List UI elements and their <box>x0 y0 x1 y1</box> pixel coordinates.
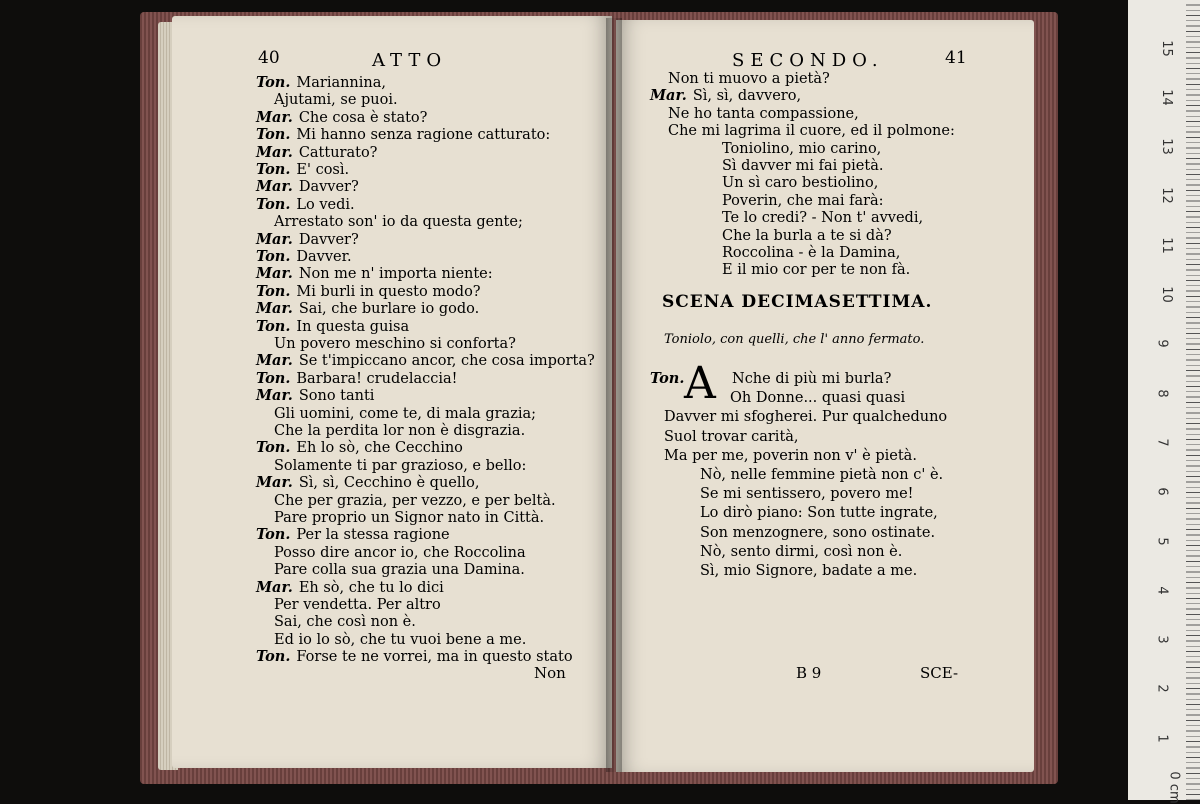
left-line <box>256 370 457 388</box>
verse-text: Sai, che così non è. <box>274 614 416 631</box>
left-line <box>274 213 523 231</box>
speaker-label: Mar. <box>256 352 293 370</box>
left-line <box>256 318 409 336</box>
left-line <box>274 492 556 510</box>
left-page-number: 40 <box>258 48 280 68</box>
speaker-label: Ton. <box>256 317 291 335</box>
left-line <box>256 300 479 318</box>
verse-text: Che la burla a te si dà? <box>722 227 892 244</box>
scene-title: SCENA DECIMASETTIMA. <box>662 292 933 312</box>
verse-text: Barbara! crudelaccia! <box>296 370 458 387</box>
verse-text: Che mi lagrima il cuore, ed il polmone: <box>668 123 955 140</box>
ruler-number: 15 <box>1158 39 1174 57</box>
verse-text: Davver mi sfogherei. Pur qualcheduno <box>664 409 948 426</box>
verse-text: Sì, sì, Cecchino è quello, <box>298 475 480 492</box>
verse-text: Roccolina - è la Damina, <box>722 245 901 261</box>
verse-text: Nò, sento dirmi, così non è. <box>700 543 903 560</box>
verse-text: Ed io lo sò, che tu vuoi bene a me. <box>274 631 527 648</box>
verse-text: Son menzognere, sono ostinate. <box>700 524 936 541</box>
dropcap-letter: A <box>684 358 716 409</box>
verse-text: Sono tanti <box>298 388 375 405</box>
verse-text: Arrestato son' io da questa gente; <box>274 214 523 231</box>
left-line <box>256 352 595 370</box>
verse-text: Un sì caro bestiolino, <box>722 175 879 192</box>
right-top-line <box>722 174 878 192</box>
verse-text: Forse te ne vorrei, ma in questo stato <box>296 649 573 666</box>
speaker-label: Ton. <box>256 195 291 213</box>
left-line <box>256 126 550 144</box>
speaker-label: Mar. <box>256 578 293 596</box>
verse-text: Mariannina, <box>296 75 387 91</box>
verse-text: Ajutami, se puoi. <box>274 92 398 109</box>
speaker-label: Mar. <box>650 87 687 105</box>
speaker-label: Ton. <box>650 370 685 387</box>
ruler-number: 1 <box>1154 734 1170 743</box>
ruler-number: 5 <box>1154 536 1170 546</box>
verse-text: Te lo credi? - Non t' avvedi, <box>722 210 924 227</box>
verse-text: Oh Donne... quasi quasi <box>730 390 906 407</box>
ruler-number: 6 <box>1154 487 1170 496</box>
verse-text: Pare colla sua grazia una Damina. <box>274 562 525 579</box>
verse-text: Mi burli in questo modo? <box>296 283 481 300</box>
right-top-line <box>668 122 955 140</box>
speaker-label: Mar. <box>256 178 293 196</box>
ruler-number: 10 <box>1158 286 1174 303</box>
verse-text: Lo dirò piano: Son tutte ingrate, <box>700 505 938 522</box>
verse-text: Per vendetta. Per altro <box>274 597 441 613</box>
ruler-number: 13 <box>1158 138 1174 155</box>
ruler-number: 14 <box>1158 89 1174 106</box>
right-bottom-line <box>730 389 905 407</box>
verse-text: Davver? <box>298 231 359 248</box>
verse-text: E il mio cor per te non fà. <box>722 262 911 279</box>
left-line <box>256 526 450 544</box>
verse-text: Ma per me, poverin non v' è pietà. <box>664 447 917 464</box>
right-bottom-line <box>700 562 917 580</box>
verse-text: Se t'impiccano ancor, che cosa importa? <box>298 353 595 370</box>
left-line <box>256 579 444 597</box>
left-line <box>274 335 516 353</box>
left-line <box>256 161 349 179</box>
speaker-label: Ton. <box>256 282 291 300</box>
speaker-label: Ton. <box>256 161 291 178</box>
speaker-label: Mar. <box>256 230 293 248</box>
left-line <box>274 509 544 527</box>
right-page-number: 41 <box>945 48 967 68</box>
left-line <box>256 283 481 301</box>
verse-text: Se mi sentissero, povero me! <box>700 486 914 503</box>
verse-text: Sì, sì, davvero, <box>692 88 802 105</box>
stage-direction: Toniolo, con quelli, che l' anno fermato. <box>664 332 925 347</box>
right-bottom-line <box>700 524 935 542</box>
right-top-line <box>650 87 801 105</box>
right-bottom-line <box>700 485 914 503</box>
right-top-line <box>668 105 859 123</box>
verse-text: Posso dire ancor io, che Roccolina <box>274 544 526 561</box>
right-top-line <box>668 70 830 88</box>
verse-text: Mi hanno senza ragione catturato: <box>296 127 551 144</box>
left-line <box>274 631 526 649</box>
right-bottom-line <box>700 466 943 484</box>
right-bottom-line <box>700 543 902 561</box>
verse-text: Eh sò, che tu lo dici <box>298 579 444 596</box>
ruler-number: 12 <box>1158 187 1174 205</box>
verse-text: Un povero meschino si conforta? <box>274 336 516 352</box>
left-line <box>256 474 479 492</box>
ruler-number: 11 <box>1158 236 1174 254</box>
ruler-number: 0 cm <box>1166 771 1182 804</box>
verse-text: Eh lo sò, che Cecchino <box>296 440 463 457</box>
verse-text: Non me n' importa niente: <box>298 266 493 283</box>
speaker-label: Mar. <box>256 265 293 283</box>
speaker-label: Ton. <box>256 526 291 544</box>
left-line <box>256 265 493 283</box>
right-bottom-line <box>664 447 917 465</box>
ruler-number: 2 <box>1154 684 1170 694</box>
verse-text: Gli uomini, come te, di mala grazia; <box>274 405 537 422</box>
ruler-number: 9 <box>1154 339 1170 348</box>
left-catchword: Non <box>534 664 566 682</box>
verse-text: Nche di più mi burla? <box>732 371 892 387</box>
left-line <box>274 544 526 562</box>
verse-text: Che per grazia, per vezzo, e per beltà. <box>274 492 556 509</box>
verse-text: Ne ho tanta compassione, <box>668 105 859 122</box>
measurement-ruler <box>1128 0 1200 804</box>
right-top-line <box>722 140 881 158</box>
right-bottom-line <box>664 408 947 426</box>
right-top-line <box>722 209 923 227</box>
right-bottom-line <box>664 428 799 446</box>
speaker-label: Mar. <box>256 387 293 405</box>
left-line <box>256 144 377 162</box>
left-line <box>256 178 359 196</box>
left-line <box>274 91 398 109</box>
ruler-number: 8 <box>1154 388 1170 398</box>
right-top-line <box>722 227 892 245</box>
left-line <box>256 109 427 127</box>
left-line <box>274 613 416 631</box>
book-gutter <box>606 18 622 772</box>
left-line <box>256 439 463 457</box>
verse-text: Lo vedi. <box>296 196 355 213</box>
right-top-line <box>722 192 884 210</box>
left-line <box>256 648 573 666</box>
left-running-header: ATTO <box>372 50 448 71</box>
left-line <box>274 422 525 440</box>
verse-text: Non ti muovo a pietà? <box>668 71 830 87</box>
speaker-label: Ton. <box>256 74 291 91</box>
left-line <box>274 457 526 475</box>
verse-text: Poverin, che mai farà: <box>722 192 884 209</box>
speaker-label: Ton. <box>256 248 291 265</box>
left-line <box>256 387 374 405</box>
speaker-label: Ton. <box>256 439 291 457</box>
verse-text: Davver? <box>298 179 359 196</box>
right-top-line <box>722 244 900 262</box>
verse-text: Sai, che burlare io godo. <box>298 301 480 318</box>
left-line <box>274 596 441 614</box>
verse-text: Toniolino, mio carino, <box>722 140 882 157</box>
speaker-label: Ton. <box>256 126 291 144</box>
verse-text: Suol trovar carità, <box>664 428 799 445</box>
right-top-line <box>722 157 883 175</box>
verse-text: Sì, mio Signore, badate a me. <box>700 563 918 579</box>
verse-text: Solamente ti par grazioso, e bello: <box>274 457 527 474</box>
left-line <box>256 74 386 92</box>
verse-text: Che la perdita lor non è disgrazia. <box>274 423 526 439</box>
verse-text: Sì davver mi fai pietà. <box>722 158 884 174</box>
left-line <box>256 231 359 249</box>
verse-text: Nò, nelle femmine pietà non c' è. <box>700 467 944 483</box>
ruler-number: 3 <box>1154 635 1170 644</box>
speaker-label: Mar. <box>256 143 293 161</box>
signature-mark: B 9 <box>796 664 822 682</box>
left-line <box>256 196 355 214</box>
right-running-header: SECONDO. <box>732 50 884 71</box>
verse-text: E' così. <box>296 162 350 178</box>
speaker-label: Mar. <box>256 300 293 318</box>
speaker-label: Ton. <box>256 369 291 387</box>
right-bottom-line <box>700 504 938 522</box>
verse-text: In questa guisa <box>296 318 410 335</box>
verse-text: Che cosa è stato? <box>298 109 428 126</box>
ruler-number: 4 <box>1154 586 1170 595</box>
verse-text: Catturato? <box>298 144 378 161</box>
speaker-label: Mar. <box>256 474 293 492</box>
speaker-label: Mar. <box>256 108 293 126</box>
left-line <box>256 248 352 266</box>
verse-text: Davver. <box>296 249 352 265</box>
left-line <box>274 561 525 579</box>
speaker-label: Ton. <box>256 648 291 666</box>
verse-text: Pare proprio un Signor nato in Città. <box>274 510 545 526</box>
right-bottom-line <box>732 370 891 388</box>
ruler-number: 7 <box>1154 438 1170 447</box>
right-top-line <box>722 261 910 279</box>
right-catchword: SCE- <box>920 664 959 682</box>
left-line <box>274 405 536 423</box>
verse-text: Per la stessa ragione <box>296 527 450 544</box>
